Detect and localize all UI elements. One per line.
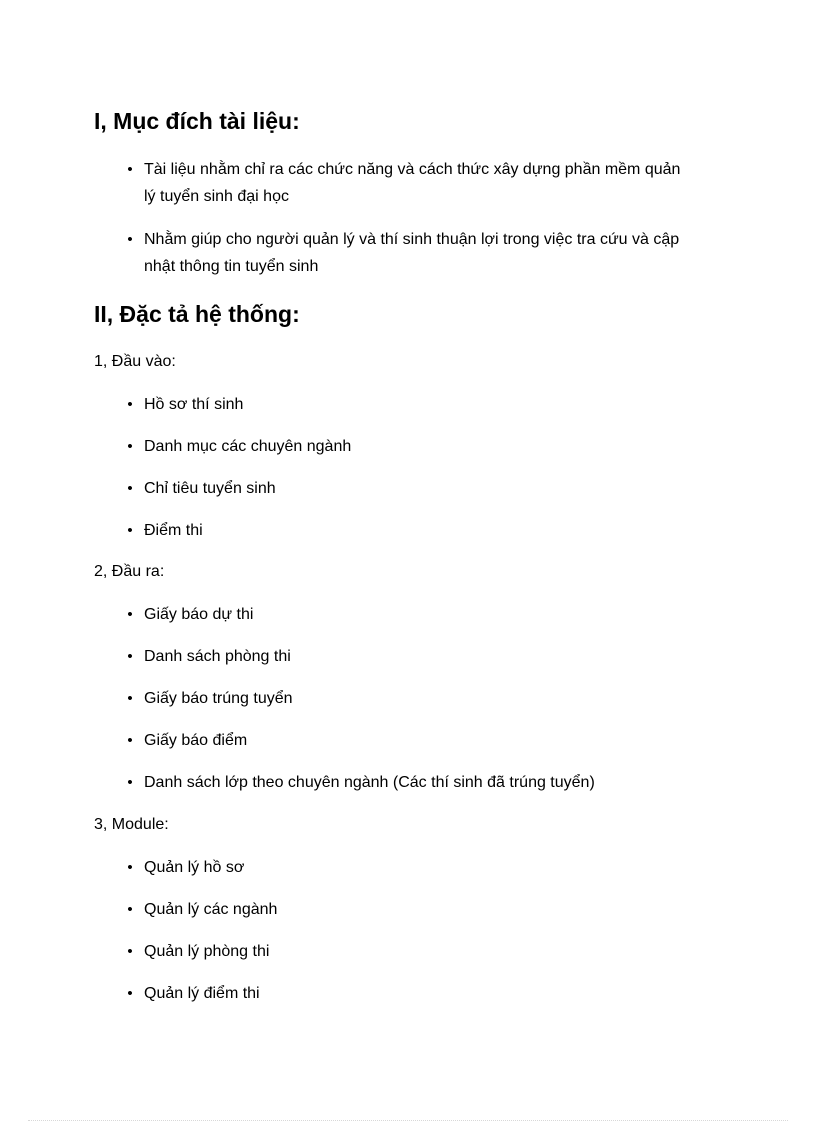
list-item-text: Quản lý phòng thi — [144, 943, 270, 960]
bullet-icon: • — [127, 606, 133, 623]
list-item — [127, 433, 724, 460]
bullet-icon: • — [127, 985, 133, 1002]
list-item — [127, 685, 724, 712]
list-item-text: Giấy báo dự thi — [144, 606, 254, 623]
page-bottom-divider — [28, 1120, 788, 1121]
list-item — [127, 854, 724, 881]
list-item-text: Danh mục các chuyên ngành — [144, 438, 352, 455]
list-item-text: lý tuyển sinh đại học — [144, 188, 289, 205]
list-item-text: Quản lý hồ sơ — [144, 859, 245, 876]
bullet-icon: • — [127, 438, 133, 455]
list-item — [127, 391, 724, 418]
list-item-text: Giấy báo trúng tuyển — [144, 690, 293, 707]
bullet-icon: • — [127, 732, 133, 749]
list-item-text: Danh sách lớp theo chuyên ngành (Các thí sinh đã trúng tuyển) — [144, 774, 595, 791]
subsection-title-outputs: 2, Đầu ra: — [94, 563, 165, 580]
list-item-text: nhật thông tin tuyển sinh — [144, 258, 319, 275]
list-item — [127, 727, 724, 754]
bullet-icon: • — [127, 859, 133, 876]
bullet-icon: • — [127, 522, 133, 539]
list-item — [127, 517, 724, 544]
bullet-icon: • — [127, 396, 133, 413]
list-item — [127, 896, 724, 923]
list-item-text: Giấy báo điểm — [144, 732, 248, 749]
list-item — [127, 226, 724, 280]
list-item — [127, 475, 724, 502]
list-item-text: Quản lý điểm thi — [144, 985, 260, 1002]
list-item — [127, 769, 724, 796]
list-item-text: Danh sách phòng thi — [144, 648, 291, 665]
list-item — [127, 938, 724, 965]
list-item-text: Điểm thi — [144, 522, 203, 539]
list-item-text: Chỉ tiêu tuyển sinh — [144, 480, 276, 497]
section-heading-purpose: I, Mục đích tài liệu: — [94, 108, 300, 134]
list-item-text: Tài liệu nhằm chỉ ra các chức năng và cách thức xây dựng phần mềm quản — [144, 161, 681, 178]
bullet-icon: • — [127, 480, 133, 497]
list-item — [127, 156, 724, 210]
list-item — [127, 601, 724, 628]
list-item-text: Hồ sơ thí sinh — [144, 396, 244, 413]
bullet-icon: • — [127, 774, 133, 791]
bullet-icon: • — [127, 690, 133, 707]
list-item — [127, 643, 724, 670]
bullet-icon: • — [127, 943, 133, 960]
list-item — [127, 980, 724, 1007]
subsection-title-modules: 3, Module: — [94, 816, 169, 833]
bullet-icon: • — [127, 161, 133, 178]
list-item-text: Nhằm giúp cho người quản lý và thí sinh thuận lợi trong việc tra cứu và cập — [144, 231, 680, 248]
list-item-text: Quản lý các ngành — [144, 901, 278, 918]
subsection-title-inputs: 1, Đầu vào: — [94, 353, 176, 370]
section-heading-specification: II, Đặc tả hệ thống: — [94, 301, 300, 327]
bullet-icon: • — [127, 901, 133, 918]
bullet-icon: • — [127, 648, 133, 665]
bullet-icon: • — [127, 231, 133, 248]
